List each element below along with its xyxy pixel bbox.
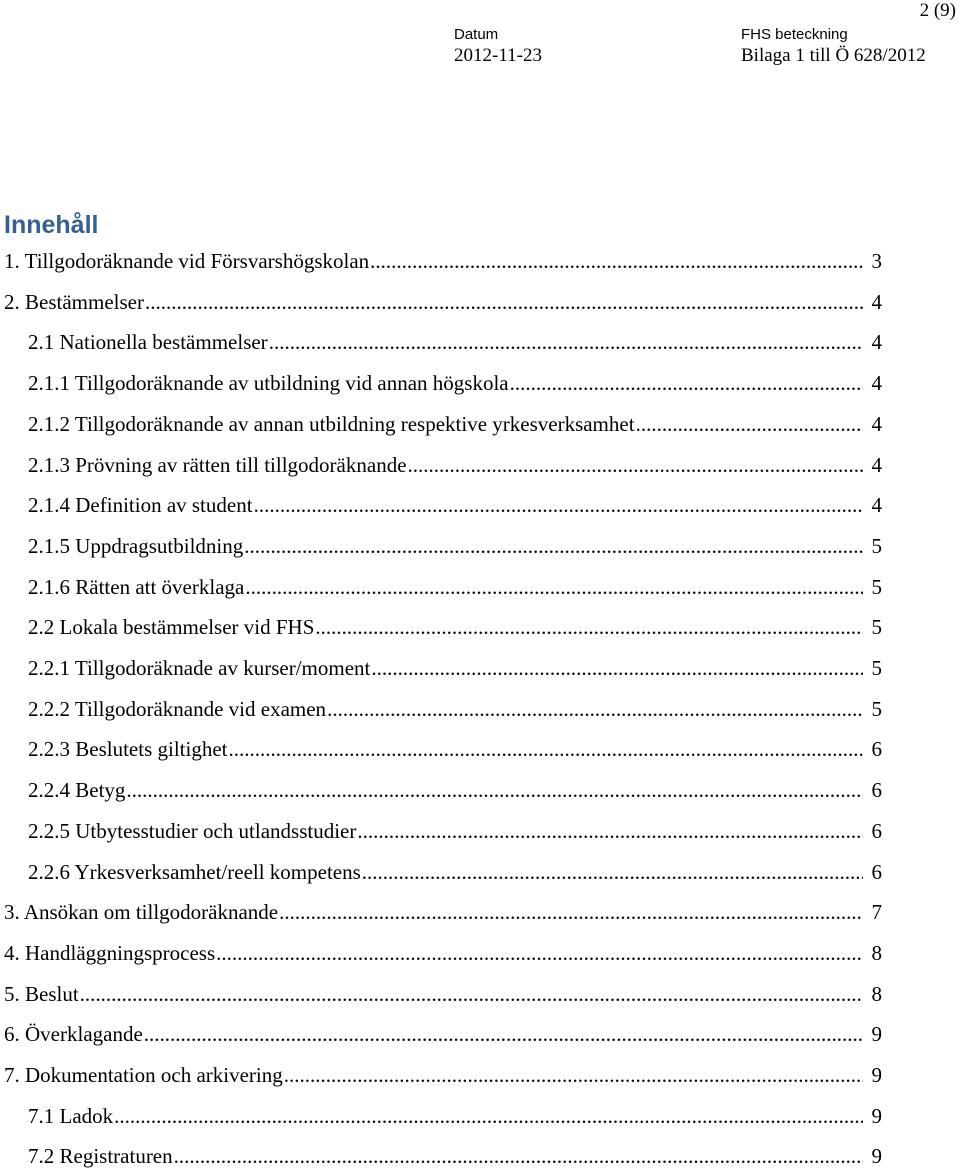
toc-dot-leader bbox=[408, 450, 863, 480]
toc-dot-leader bbox=[362, 857, 863, 887]
toc-entry-title: 2.2.2 Tillgodoräknande vid examen bbox=[28, 697, 327, 721]
toc-entry-title: 7.1 Ladok bbox=[28, 1104, 114, 1128]
toc-entry-title: 2. Bestämmelser bbox=[4, 290, 144, 314]
toc-entry[interactable] bbox=[28, 816, 882, 846]
toc-entry-page-number: 6 bbox=[871, 819, 882, 843]
toc-entry-title: 1. Tillgodoräknande vid Försvarshögskolan bbox=[4, 249, 370, 273]
toc-dot-leader bbox=[114, 1101, 863, 1131]
toc-entry[interactable] bbox=[28, 775, 882, 805]
toc-entry-page-number: 8 bbox=[871, 982, 882, 1006]
toc-entry-title: 2.1.3 Prövning av rätten till tillgodoräknande bbox=[28, 453, 407, 477]
toc-dot-leader bbox=[174, 1141, 863, 1171]
toc-entry[interactable] bbox=[28, 409, 882, 439]
toc-dot-leader bbox=[244, 531, 863, 561]
toc-dot-leader bbox=[216, 938, 863, 968]
toc-entry-title: 7. Dokumentation och arkivering bbox=[4, 1063, 283, 1087]
page-number: 2 (9) bbox=[919, 0, 956, 21]
toc-entry-page-number: 6 bbox=[871, 860, 882, 884]
toc-dot-leader bbox=[315, 612, 863, 642]
toc-entry-title: 2.2 Lokala bestämmelser vid FHS bbox=[28, 615, 315, 639]
toc-entry[interactable] bbox=[28, 612, 882, 642]
toc-entry-page-number: 6 bbox=[871, 778, 882, 802]
toc-title: Innehåll bbox=[4, 211, 99, 239]
toc-entry-page-number: 4 bbox=[871, 290, 882, 314]
toc-dot-leader bbox=[144, 1019, 863, 1049]
toc-dot-leader bbox=[371, 653, 863, 683]
toc-entry-title: 2.1.6 Rätten att överklaga bbox=[28, 575, 245, 599]
toc-entry[interactable] bbox=[4, 897, 882, 927]
toc-entry-title: 2.2.3 Beslutets giltighet bbox=[28, 737, 228, 761]
toc-entry-page-number: 9 bbox=[871, 1104, 882, 1128]
header-reference-block bbox=[741, 26, 926, 68]
toc-entry-page-number: 5 bbox=[871, 615, 882, 639]
toc-dot-leader bbox=[229, 734, 864, 764]
toc-entry-title: 5. Beslut bbox=[4, 982, 79, 1006]
toc-entry[interactable] bbox=[28, 1141, 882, 1171]
toc-entry-title: 2.2.4 Betyg bbox=[28, 778, 126, 802]
toc-dot-leader bbox=[357, 816, 863, 846]
toc-entry-title: 2.1.4 Definition av student bbox=[28, 493, 253, 517]
toc-entry-title: 2.1.5 Uppdragsutbildning bbox=[28, 534, 244, 558]
toc-entry-page-number: 9 bbox=[871, 1144, 882, 1168]
toc-entry[interactable] bbox=[28, 694, 882, 724]
toc-entry-page-number: 5 bbox=[871, 534, 882, 558]
toc-entry[interactable] bbox=[28, 327, 882, 357]
toc-dot-leader bbox=[269, 327, 863, 357]
toc-entry-title: 2.1.1 Tillgodoräknande av utbildning vid annan högskola bbox=[28, 371, 509, 395]
toc-entry[interactable] bbox=[4, 246, 882, 276]
toc-entry-page-number: 7 bbox=[871, 900, 882, 924]
toc-entry[interactable] bbox=[4, 938, 882, 968]
header-date-block bbox=[454, 26, 542, 68]
reference-label: FHS beteckning bbox=[741, 26, 848, 43]
toc-entry[interactable] bbox=[28, 653, 882, 683]
toc-entry-page-number: 9 bbox=[871, 1022, 882, 1046]
toc-entry-page-number: 4 bbox=[871, 330, 882, 354]
toc-dot-leader bbox=[80, 979, 863, 1009]
toc-entry[interactable] bbox=[4, 1060, 882, 1090]
toc-dot-leader bbox=[636, 409, 863, 439]
toc-entry-page-number: 5 bbox=[871, 575, 882, 599]
toc-entry[interactable] bbox=[4, 287, 882, 317]
toc-entry-page-number: 5 bbox=[871, 697, 882, 721]
date-label: Datum bbox=[454, 26, 499, 43]
toc-entry-title: 7.2 Registraturen bbox=[28, 1144, 173, 1168]
reference-value: Bilaga 1 till Ö 628/2012 bbox=[741, 45, 926, 66]
toc-entry-title: 2.2.1 Tillgodoräknade av kurser/moment bbox=[28, 656, 371, 680]
date-value: 2012-11-23 bbox=[454, 45, 542, 66]
toc-entry[interactable] bbox=[28, 531, 882, 561]
toc-entry[interactable] bbox=[28, 734, 882, 764]
toc-dot-leader bbox=[245, 572, 863, 602]
toc-entry-title: 2.2.5 Utbytesstudier och utlandsstudier bbox=[28, 819, 357, 843]
toc-entry-title: 2.1 Nationella bestämmelser bbox=[28, 330, 268, 354]
toc-entry-page-number: 9 bbox=[871, 1063, 882, 1087]
toc-entry[interactable] bbox=[28, 368, 882, 398]
toc-dot-leader bbox=[284, 1060, 863, 1090]
toc-entry[interactable] bbox=[28, 1101, 882, 1131]
toc-entry-title: 2.2.6 Yrkesverksamhet/reell kompetens bbox=[28, 860, 361, 884]
toc-dot-leader bbox=[145, 287, 863, 317]
toc-entry-title: 2.1.2 Tillgodoräknande av annan utbildning respektive yrkesverksamhet bbox=[28, 412, 635, 436]
toc-dot-leader bbox=[126, 775, 863, 805]
toc-entry-page-number: 3 bbox=[871, 249, 882, 273]
toc-dot-leader bbox=[370, 246, 863, 276]
toc-entry[interactable] bbox=[28, 450, 882, 480]
toc-dot-leader bbox=[510, 368, 863, 398]
toc-entry-page-number: 4 bbox=[871, 453, 882, 477]
toc-entry-page-number: 4 bbox=[871, 371, 882, 395]
toc-entry-title: 6. Överklagande bbox=[4, 1022, 143, 1046]
toc-entry-title: 4. Handläggningsprocess bbox=[4, 941, 216, 965]
toc-entry[interactable] bbox=[28, 572, 882, 602]
toc-entry[interactable] bbox=[4, 979, 882, 1009]
toc-entry-page-number: 4 bbox=[871, 412, 882, 436]
toc-dot-leader bbox=[279, 897, 863, 927]
toc-entry[interactable] bbox=[4, 1019, 882, 1049]
toc-entry-page-number: 5 bbox=[871, 656, 882, 680]
toc-dot-leader bbox=[327, 694, 863, 724]
toc-entry-page-number: 4 bbox=[871, 493, 882, 517]
toc-entry-page-number: 8 bbox=[871, 941, 882, 965]
toc-entry-title: 3. Ansökan om tillgodoräknande bbox=[4, 900, 279, 924]
toc-dot-leader bbox=[254, 490, 863, 520]
toc-entry[interactable] bbox=[28, 490, 882, 520]
toc-entry[interactable] bbox=[28, 857, 882, 887]
toc-entry-page-number: 6 bbox=[871, 737, 882, 761]
